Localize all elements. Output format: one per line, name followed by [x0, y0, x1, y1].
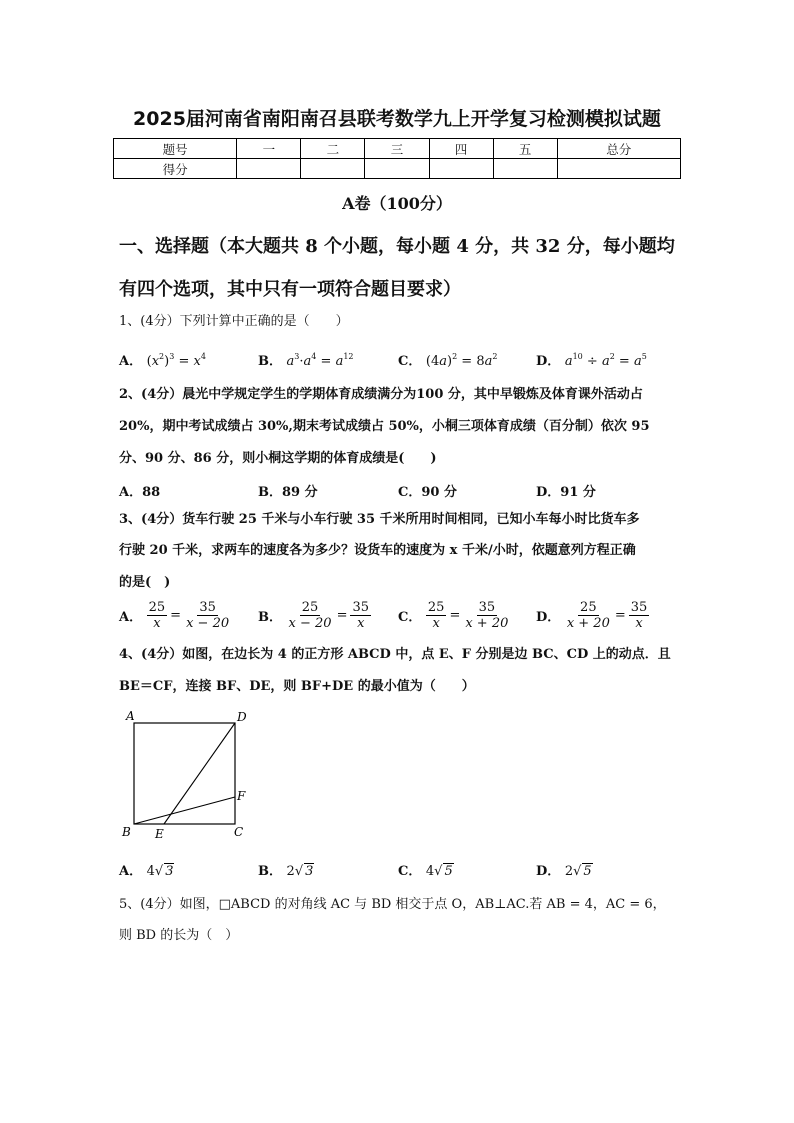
- numerator: 25: [148, 600, 166, 615]
- q2-line1: 2、(4分）晨光中学规定学生的学期体育成绩满分为100 分，其中早锻炼及体育课外活动占: [119, 387, 643, 402]
- score-header-cell: 三: [365, 139, 429, 159]
- q3-option-d-right-fraction: [629, 600, 650, 631]
- q4-option-c-label: C．: [398, 864, 422, 879]
- score-table-score-row: [114, 159, 681, 179]
- q4-option-d-label: D．: [536, 864, 561, 879]
- numerator: 25: [301, 600, 319, 615]
- score-header-cell: 二: [301, 139, 365, 159]
- q3-line2: 行驶 20 千米，求两车的速度各为多少？设货车的速度为 x 千米/小时，依题意列方程正确: [119, 543, 636, 558]
- q2-line3: 分、90 分、86 分，则小桐这学期的体育成绩是( ): [119, 451, 437, 466]
- score-blank-cell: [429, 159, 493, 179]
- q4-option-a-value: 4√ 3: [146, 864, 174, 879]
- score-row-label: 得分: [114, 159, 237, 179]
- q4-line1: 4、(4分）如图，在边长为 4 的正方形 ABCD 中，点 E、F 分别是边 BC、CD 上的动点．且: [119, 647, 671, 662]
- q3-option-b-label: B．: [258, 610, 282, 625]
- q1-option-d: [536, 350, 647, 369]
- q4-line2: BE＝CF，连接 BF、DE，则 BF+DE 的最小值为（ ）: [119, 679, 475, 694]
- q3-option-a-right-fraction: [184, 600, 231, 631]
- q3-line1: 3、(4分）货车行驶 25 千米与小车行驶 35 千米所用时间相同，已知小车每小时比货车多: [119, 512, 640, 527]
- q3-option-a-label: A．: [119, 610, 143, 625]
- q3-option-b-left-fraction: [287, 600, 334, 631]
- q1-option-b: [258, 350, 354, 369]
- q1-option-b-label: B．: [258, 354, 282, 369]
- q1-option-b-formula: $a^3\cdot a^4 = a^{12}$: [286, 352, 354, 369]
- q3-option-c-label: C．: [398, 610, 422, 625]
- section-heading-line2: 有四个选项，其中只有一项符合题目要求）: [119, 279, 461, 300]
- q1-option-c-formula: $(4a)^2 = 8a^2$: [425, 352, 498, 369]
- q4-option-c-value: 4√ 5: [425, 864, 453, 879]
- q3-option-c-right-fraction: [463, 600, 510, 631]
- point-label-e: E: [155, 827, 164, 841]
- numerator: 35: [630, 600, 648, 615]
- q3-option-b-right-fraction: [350, 600, 371, 631]
- coefficient: 4: [146, 864, 155, 879]
- score-table: [113, 138, 681, 179]
- q2-option-b: B．89 分: [258, 485, 318, 500]
- score-header-cell: 四: [429, 139, 493, 159]
- q4-option-a: [119, 860, 174, 879]
- q3-option-d: D． $\frac{25}{x + 20}$ = $\frac{35}{x}$: [536, 600, 648, 631]
- vertex-label-a: A: [126, 709, 135, 723]
- q1-option-c-label: C．: [398, 354, 422, 369]
- square-abcd: [134, 723, 235, 824]
- q4-option-b-value: 2√ 3: [286, 864, 314, 879]
- q3-option-a: A． $\frac{25}{x}$ = $\frac{35}{x - 20}$: [119, 600, 230, 631]
- radicand: 3: [305, 864, 314, 879]
- numerator: 35: [478, 600, 496, 615]
- q1-option-d-label: D．: [536, 354, 561, 369]
- numerator: 35: [199, 600, 216, 615]
- volume-heading: A卷（100分）: [342, 194, 452, 213]
- score-header-cell: 题号: [114, 139, 237, 159]
- point-label-f: F: [237, 789, 246, 803]
- q2-line2: 20%，期中考试成绩占 30%,期末考试成绩占 50%，小桐三项体育成绩（百分制）依次 95: [119, 419, 650, 434]
- numerator: 25: [580, 600, 597, 615]
- vertex-label-d: D: [237, 710, 247, 724]
- q5-line2: 则 BD 的长为（ ）: [119, 928, 239, 943]
- q1-option-a: [119, 350, 206, 369]
- q4-square-figure: [118, 707, 258, 843]
- q3-option-c: C． $\frac{25}{x}$ = $\frac{35}{x + 20}$: [398, 600, 509, 631]
- segment-bf: [134, 797, 235, 824]
- denominator: x + 20: [566, 616, 610, 631]
- radicand: 3: [165, 864, 174, 879]
- exam-title: 2025届河南省南阳南召县联考数学九上开学复习检测模拟试题: [133, 108, 661, 130]
- segment-de: [164, 723, 235, 824]
- q1-option-d-formula: $a^{10} \div a^2 = a^5$: [564, 352, 647, 369]
- q1-option-a-label: A．: [119, 354, 143, 369]
- q4-option-d-value: 2√ 5: [564, 864, 592, 879]
- q2-option-d: D．91 分: [536, 485, 596, 500]
- score-blank-cell: [237, 159, 301, 179]
- q3-option-b: B． $\frac{25}{x - 20}$ = $\frac{35}{x}$: [258, 600, 370, 631]
- q3-line3: 的是( ): [119, 575, 171, 590]
- q1-option-c: [398, 350, 497, 369]
- score-header-cell: 一: [237, 139, 301, 159]
- numerator: 25: [427, 600, 445, 615]
- denominator: x + 20: [465, 616, 509, 631]
- score-header-cell: 总分: [557, 139, 680, 159]
- q1-option-a-formula: $(x^2)^3 = x^4$: [146, 352, 206, 369]
- q3-option-d-label: D．: [536, 610, 561, 625]
- denominator: x − 20: [186, 616, 230, 631]
- q4-option-b: [258, 860, 314, 879]
- q3-option-a-left-fraction: [147, 600, 168, 631]
- q4-option-d: [536, 860, 593, 879]
- q4-option-a-label: A．: [119, 864, 143, 879]
- score-blank-cell: [365, 159, 429, 179]
- denominator: x: [357, 616, 365, 631]
- numerator: 35: [352, 600, 370, 615]
- denominator: x: [635, 616, 643, 631]
- radicand: 5: [583, 864, 592, 879]
- radicand: 5: [444, 864, 453, 879]
- score-table-header-row: [114, 139, 681, 159]
- coefficient: 2: [564, 864, 574, 879]
- denominator: x − 20: [288, 616, 332, 631]
- vertex-label-c: C: [234, 825, 244, 839]
- score-header-cell: 五: [493, 139, 557, 159]
- q2-option-a: A．88: [119, 485, 161, 500]
- coefficient: 4: [425, 864, 435, 879]
- q3-option-c-left-fraction: [426, 600, 447, 631]
- coefficient: 2: [286, 864, 295, 879]
- q4-option-c: [398, 860, 454, 879]
- score-blank-cell: [493, 159, 557, 179]
- q3-option-d-left-fraction: [565, 600, 612, 631]
- q1-stem: 1、(4分）下列计算中正确的是（ ）: [119, 314, 349, 329]
- q4-option-b-label: B．: [258, 864, 282, 879]
- denominator: x: [153, 616, 161, 631]
- denominator: x: [432, 616, 440, 631]
- vertex-label-b: B: [122, 825, 131, 839]
- score-blank-cell: [557, 159, 680, 179]
- score-blank-cell: [301, 159, 365, 179]
- section-heading-line1: 一、选择题（本大题共 8 个小题，每小题 4 分，共 32 分，每小题均: [119, 236, 675, 257]
- q5-line1: 5、(4分）如图，□ABCD 的对角线 AC 与 BD 相交于点 O，AB⊥AC.若 AB = 4，AC = 6，: [119, 897, 666, 912]
- q2-option-c: C．90 分: [398, 485, 457, 500]
